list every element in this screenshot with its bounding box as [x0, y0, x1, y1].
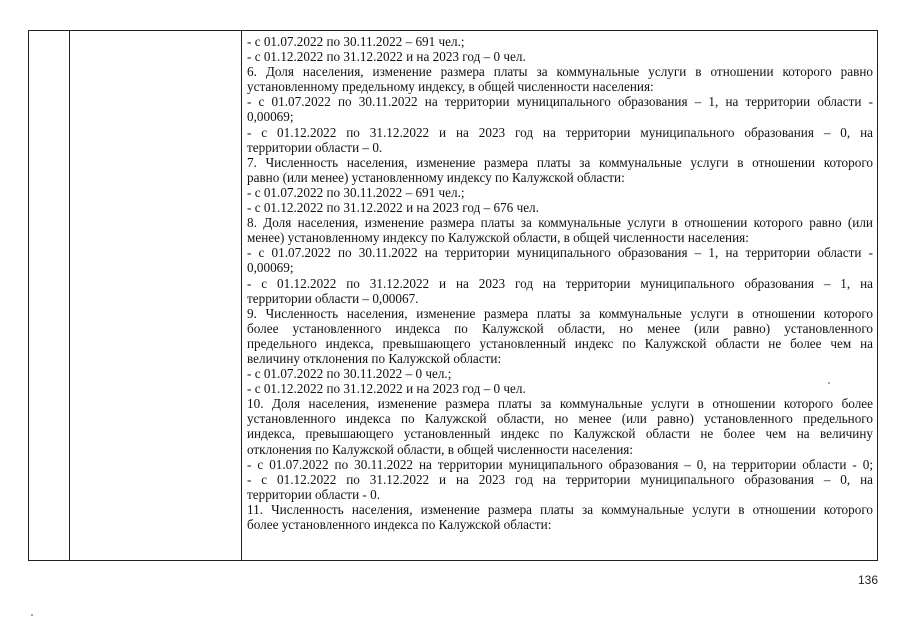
table-column-divider-1 — [69, 31, 70, 560]
text-line: 9. Численность населения, изменение размера платы за коммунальные услуги в отношении которого — [247, 305, 873, 321]
text-line: территории области – 0,00067. — [247, 290, 419, 306]
text-line: отклонения по Калужской области, в общей численности населения: — [247, 441, 634, 457]
document-table — [28, 30, 878, 561]
text-line: - с 01.07.2022 по 30.11.2022 на территории муниципального образования – 0, на территории области - 0; — [247, 456, 873, 472]
text-line: 6. Доля населения, изменение размера платы за коммунальные услуги в отношении которого равно — [247, 64, 873, 80]
text-line: менее) установленному индексу по Калужской области, в общей численности населения: — [247, 230, 749, 246]
text-line: - с 01.12.2022 по 31.12.2022 и на 2023 год на территории муниципального образования – 0, на — [247, 124, 873, 140]
text-line: 7. Численность населения, изменение размера платы за коммунальные услуги в отношении которого — [247, 154, 873, 170]
text-line: - с 01.12.2022 по 31.12.2022 и на 2023 год – 676 чел. — [247, 200, 539, 216]
text-line: равно (или менее) установленному индексу по Калужской области: — [247, 169, 625, 185]
table-column-divider-2 — [241, 31, 242, 560]
text-line: - с 01.12.2022 по 31.12.2022 и на 2023 год на территории муниципального образования – 1, на — [247, 275, 873, 291]
text-line: индекса, превышающего установленный индекс по Калужской области не более чем на величину — [247, 426, 873, 442]
table-content-cell — [247, 34, 873, 532]
text-line: предельного индекса, превышающего установленный индекс по Калужской области не более чем на — [247, 335, 873, 351]
text-line: - с 01.07.2022 по 30.11.2022 – 0 чел.; — [247, 366, 452, 382]
text-line: 8. Доля населения, изменение размера платы за коммунальные услуги в отношении которого равно (или — [247, 215, 873, 231]
text-line: - с 01.07.2022 по 30.11.2022 на территории муниципального образования – 1, на территории области - — [247, 245, 873, 261]
text-line: 0,00069; — [247, 109, 294, 125]
text-line: 0,00069; — [247, 260, 294, 276]
text-line: - с 01.07.2022 по 30.11.2022 на территории муниципального образования – 1, на территории области - — [247, 94, 873, 110]
page-number: 136 — [857, 573, 878, 587]
text-line: территории области – 0. — [247, 139, 383, 155]
scan-speck — [828, 382, 830, 384]
text-line: более установленного индекса по Калужской области: — [247, 517, 552, 532]
text-line: - с 01.07.2022 по 30.11.2022 – 691 чел.; — [247, 34, 465, 49]
text-line: установленного индекса по Калужской области, но менее (или равно) установленного предельного — [247, 411, 873, 427]
scan-speck — [31, 614, 33, 616]
text-line: более установленного индекса по Калужской области, но менее (или равно) установленного — [247, 320, 873, 336]
text-line: 10. Доля населения, изменение размера платы за коммунальные услуги в отношении которого более — [247, 396, 873, 412]
text-line: величину отклонения по Калужской области: — [247, 350, 502, 366]
text-line: территории области - 0. — [247, 486, 381, 502]
text-line: - с 01.07.2022 по 30.11.2022 – 691 чел.; — [247, 184, 465, 200]
text-line: - с 01.12.2022 по 31.12.2022 и на 2023 год на территории муниципального образования – 0, на — [247, 471, 873, 487]
text-line: установленному предельному индексу, в общей численности населения: — [247, 79, 654, 95]
text-line: 11. Численность населения, изменение размера платы за коммунальные услуги в отношении которого — [247, 501, 873, 517]
text-line: - с 01.12.2022 по 31.12.2022 и на 2023 год – 0 чел. — [247, 381, 526, 397]
text-line: - с 01.12.2022 по 31.12.2022 и на 2023 год – 0 чел. — [247, 49, 526, 65]
